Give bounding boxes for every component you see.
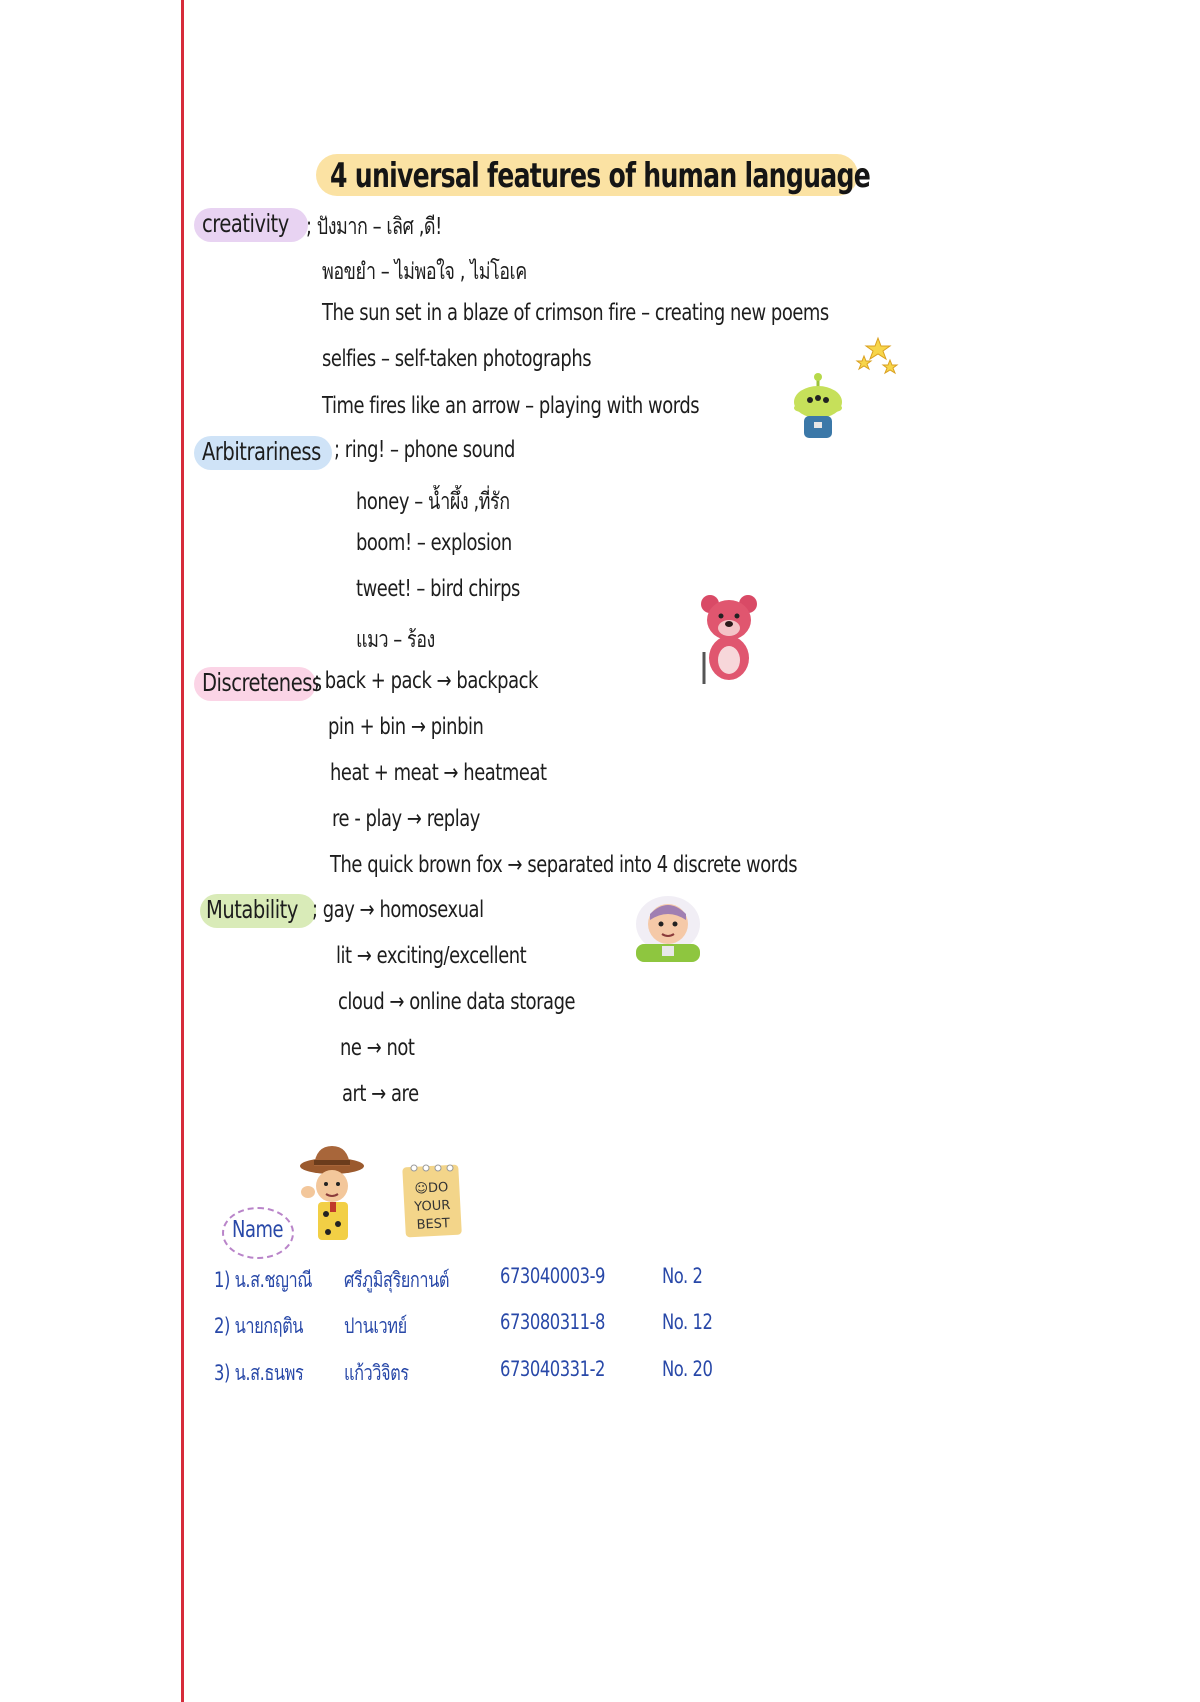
name-row-1-id: 673040003-9: [500, 1264, 605, 1288]
mutability-line-3: cloud → online data storage: [338, 989, 576, 1015]
name-row-1-prefix: 1) น.ส.ชญาณี: [214, 1268, 312, 1292]
bear-sticker: [698, 592, 760, 686]
margin-line: [181, 0, 184, 1702]
name-row-2-prefix: 2) นายกฤติน: [214, 1314, 304, 1338]
name-row-1-no: No. 2: [662, 1264, 703, 1288]
cowboy-sticker: [298, 1144, 368, 1244]
name-row-3-id: 673040331-2: [500, 1357, 605, 1381]
arbitrariness-label: Arbitrariness: [202, 437, 321, 466]
name-row-3-prefix: 3) น.ส.ธนพร: [214, 1361, 304, 1385]
svg-text:BEST: BEST: [416, 1216, 451, 1233]
discreteness-line-4: re - play → replay: [332, 806, 480, 832]
creativity-label: creativity: [202, 209, 289, 238]
astronaut-sticker: [628, 894, 708, 964]
creativity-line-5: Time fires like an arrow – playing with words: [322, 393, 700, 419]
arbitrariness-line-3: boom! – explosion: [356, 530, 512, 556]
name-label: Name: [232, 1217, 284, 1243]
arbitrariness-line-1: ; ring! – phone sound: [334, 437, 515, 463]
discreteness-line-3: heat + meat → heatmeat: [330, 760, 547, 786]
arbitrariness-line-2: honey – น้ำผึ้ง ,ที่รัก: [356, 489, 510, 515]
alien-sticker: [782, 372, 854, 442]
creativity-line-2: พอขยำ – ไม่พอใจ , ไม่โอเค: [322, 259, 527, 285]
mutability-line-4: ne → not: [340, 1035, 415, 1061]
name-row-1-surname: ศรีภูมิสุริยกานต์: [344, 1268, 449, 1292]
name-row-3-surname: แก้ววิจิตร: [344, 1361, 409, 1385]
name-row-2-no: No. 12: [662, 1310, 713, 1334]
creativity-line-4: selfies – self-taken photographs: [322, 346, 592, 372]
mutability-line-5: art → are: [342, 1081, 419, 1107]
mutability-line-2: lit → exciting/excellent: [336, 943, 527, 969]
svg-text:YOUR: YOUR: [413, 1198, 451, 1215]
name-row-3-no: No. 20: [662, 1357, 713, 1381]
stars-sticker: [852, 336, 902, 380]
page-title: 4 universal features of human language: [330, 156, 871, 196]
mutability-label: Mutability: [206, 895, 298, 924]
discreteness-line-1: ; back + pack → backpack: [314, 668, 538, 694]
discreteness-line-5: The quick brown fox → separated into 4 discrete words: [330, 852, 798, 878]
arbitrariness-line-4: tweet! – bird chirps: [356, 576, 520, 602]
name-row-2-surname: ปานเวทย์: [344, 1314, 407, 1338]
discreteness-line-2: pin + bin → pinbin: [328, 714, 484, 740]
svg-text:☺DO: ☺DO: [414, 1180, 449, 1197]
do-your-best-sticker: [400, 1160, 464, 1240]
creativity-line-3: The sun set in a blaze of crimson fire – creating new poems: [322, 300, 829, 326]
discreteness-label: Discreteness: [202, 668, 322, 697]
arbitrariness-line-5: แมว – ร้อง: [356, 627, 435, 653]
mutability-line-1: ; gay → homosexual: [312, 897, 484, 923]
name-row-2-id: 673080311-8: [500, 1310, 605, 1334]
creativity-line-1: ; ปังมาก – เลิศ ,ดี!: [306, 214, 442, 240]
